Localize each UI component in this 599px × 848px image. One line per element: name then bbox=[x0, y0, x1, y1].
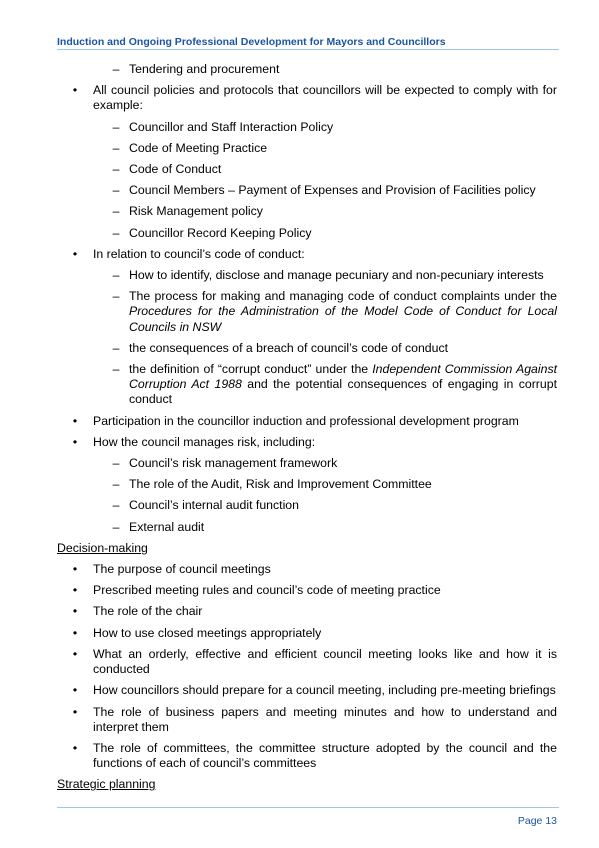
list-item: • Participation in the councillor induction and professional development program bbox=[57, 414, 557, 429]
list-item: – Council’s risk management framework bbox=[57, 456, 557, 471]
footer-divider bbox=[57, 807, 559, 808]
list-item: – Code of Meeting Practice bbox=[57, 141, 557, 156]
list-item: • What an orderly, effective and efficient council meeting looks like and how it is conducted bbox=[57, 647, 557, 677]
bullet-marker: • bbox=[72, 625, 78, 640]
header-divider bbox=[57, 49, 559, 50]
bullet-marker: • bbox=[72, 413, 78, 428]
page-content bbox=[57, 62, 557, 793]
list-item: – Risk Management policy bbox=[57, 204, 557, 219]
list-item: – Council Members – Payment of Expenses and Provision of Facilities policy bbox=[57, 183, 557, 198]
dash-marker: – bbox=[112, 183, 120, 198]
list-item: • The purpose of council meetings bbox=[57, 562, 557, 577]
dash-marker: – bbox=[112, 225, 120, 240]
section-heading-strategic-planning: Strategic planning bbox=[57, 777, 156, 792]
dash-marker: – bbox=[112, 340, 120, 355]
bullet-marker: • bbox=[72, 740, 78, 755]
list-item: – the consequences of a breach of council’s code of conduct bbox=[57, 341, 557, 356]
bullet-marker: • bbox=[72, 246, 78, 261]
bullet-marker: • bbox=[72, 562, 78, 577]
list-item: – The role of the Audit, Risk and Improvement Committee bbox=[57, 477, 557, 492]
dash-marker: – bbox=[112, 289, 120, 304]
list-item: • How the council manages risk, including: bbox=[57, 435, 557, 450]
list-item: • Prescribed meeting rules and council’s code of meeting practice bbox=[57, 583, 557, 598]
dash-marker: – bbox=[112, 456, 120, 471]
bullet-marker: • bbox=[72, 83, 78, 98]
list-item: – Council’s internal audit function bbox=[57, 498, 557, 513]
list-item: • In relation to council’s code of conduct: bbox=[57, 247, 557, 262]
list-item: – Tendering and procurement bbox=[57, 62, 557, 77]
list-item: – Councillor Record Keeping Policy bbox=[57, 226, 557, 241]
dash-marker: – bbox=[112, 362, 120, 377]
dash-marker: – bbox=[112, 268, 120, 283]
section-heading-decision-making: Decision-making bbox=[57, 540, 148, 555]
dash-marker: – bbox=[112, 162, 120, 177]
dash-marker: – bbox=[112, 204, 120, 219]
bullet-marker: • bbox=[72, 604, 78, 619]
list-item: • How to use closed meetings appropriately bbox=[57, 626, 557, 641]
act-title: Independent Commission Against Corruption Act 1988 bbox=[129, 362, 558, 392]
dash-marker: – bbox=[112, 477, 120, 492]
page-number: Page 13 bbox=[517, 815, 557, 827]
dash-marker: – bbox=[112, 519, 120, 534]
list-item: – The process for making and managing code of conduct complaints under the Procedures for the Administration of the Model Code of Conduct for Local Councils in NSW bbox=[57, 289, 557, 335]
list-item: • How councillors should prepare for a council meeting, including pre-meeting briefings bbox=[57, 683, 557, 698]
bullet-marker: • bbox=[72, 583, 78, 598]
bullet-marker: • bbox=[72, 646, 78, 661]
document-header: Induction and Ongoing Professional Development for Mayors and Councillors bbox=[57, 36, 446, 48]
dash-marker: – bbox=[112, 119, 120, 134]
list-item: – the definition of “corrupt conduct” under the Independent Commission Against Corruption Act 1988 and the potential consequences of engaging in corrupt conduct bbox=[57, 362, 557, 408]
list-item: – Councillor and Staff Interaction Policy bbox=[57, 120, 557, 135]
procedures-title: Procedures for the Administration of the Model Code of Conduct for Local Councils in NSW bbox=[129, 304, 557, 334]
list-item: • The role of committees, the committee structure adopted by the council and the functions of each of council’s committees bbox=[57, 741, 557, 771]
list-item: • The role of the chair bbox=[57, 604, 557, 619]
list-item: • All council policies and protocols that councillors will be expected to comply with for example: bbox=[57, 83, 557, 113]
list-item: – How to identify, disclose and manage pecuniary and non-pecuniary interests bbox=[57, 268, 557, 283]
bullet-marker: • bbox=[72, 704, 78, 719]
list-item: – Code of Conduct bbox=[57, 162, 557, 177]
list-item: – External audit bbox=[57, 520, 557, 535]
list-item: • The role of business papers and meeting minutes and how to understand and interpret them bbox=[57, 705, 557, 735]
dash-marker: – bbox=[112, 498, 120, 513]
bullet-marker: • bbox=[72, 683, 78, 698]
dash-marker: – bbox=[112, 140, 120, 155]
bullet-marker: • bbox=[72, 434, 78, 449]
dash-marker: – bbox=[112, 62, 120, 76]
